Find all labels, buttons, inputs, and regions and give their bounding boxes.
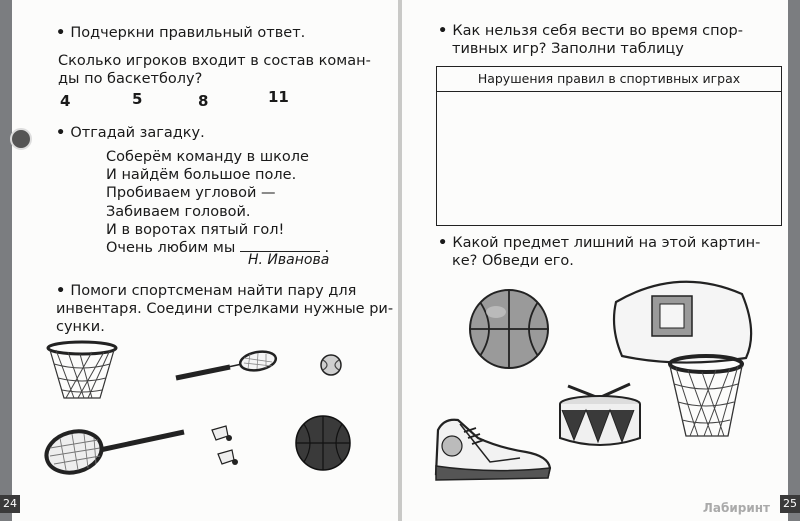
violations-table-answer-area[interactable] bbox=[437, 92, 781, 222]
answer-option[interactable]: 5 bbox=[132, 90, 143, 108]
answer-option[interactable]: 8 bbox=[198, 92, 209, 110]
answer-option[interactable]: 11 bbox=[268, 88, 289, 106]
riddle-line: Пробиваем угловой — bbox=[106, 185, 276, 201]
riddle-author: Н. Иванова bbox=[248, 252, 330, 268]
riddle-end-mark: . bbox=[324, 240, 330, 256]
sneaker-icon[interactable] bbox=[430, 400, 556, 484]
task1-instruction: • Подчеркни правильный ответ. bbox=[56, 24, 305, 42]
left-page bbox=[3, 0, 398, 521]
publisher-watermark: Лабиринт bbox=[702, 501, 770, 515]
shuttlecock-icon[interactable] bbox=[208, 424, 248, 468]
violations-table bbox=[436, 66, 782, 226]
task5-line1: • Какой предмет лишний на этой картин- bbox=[438, 234, 760, 252]
riddle-line: И в воротах пятый гол! bbox=[106, 222, 285, 238]
badminton-racket-icon[interactable] bbox=[172, 350, 282, 390]
left-page-edge bbox=[0, 0, 12, 521]
answer-option[interactable]: 4 bbox=[60, 92, 71, 110]
basketball-icon[interactable] bbox=[468, 288, 550, 370]
task3-line2: инвентаря. Соедини стрелками нужные ри- bbox=[56, 301, 394, 317]
riddle-last-line-text: Очень любим мы bbox=[106, 240, 236, 256]
riddle-line: Соберём команду в школе bbox=[106, 149, 309, 165]
right-page bbox=[402, 0, 797, 521]
basketball-icon[interactable] bbox=[294, 414, 352, 472]
task3-line3: сунки. bbox=[56, 319, 105, 335]
page-number-right: 25 bbox=[780, 495, 800, 513]
right-page-edge bbox=[788, 0, 800, 521]
task2-instruction: • Отгадай загадку. bbox=[56, 124, 205, 142]
task3-line1: • Помоги спортсменам найти пару для bbox=[56, 282, 356, 300]
task4-line1: • Как нельзя себя вести во время спор- bbox=[438, 22, 743, 40]
tennis-racket-icon[interactable] bbox=[42, 420, 192, 484]
answer-blank[interactable] bbox=[240, 239, 320, 252]
task1-question-line2: ды по баскетболу? bbox=[58, 71, 203, 87]
page-number-left: 24 bbox=[0, 495, 20, 513]
basketball-hoop-icon[interactable] bbox=[44, 340, 124, 410]
task4-line2: тивных игр? Заполни таблицу bbox=[452, 41, 684, 57]
violations-table-header: Нарушения правил в спортивных играх bbox=[437, 67, 781, 92]
drum-icon[interactable] bbox=[554, 380, 646, 452]
page-decoration-icon bbox=[10, 128, 32, 150]
riddle-line: Забиваем головой. bbox=[106, 204, 251, 220]
tennis-ball-icon[interactable] bbox=[320, 354, 342, 376]
task5-line2: ке? Обведи его. bbox=[452, 253, 574, 269]
riddle-line: И найдём большое поле. bbox=[106, 167, 297, 183]
task1-question-line1: Сколько игроков входит в состав коман- bbox=[58, 53, 371, 69]
